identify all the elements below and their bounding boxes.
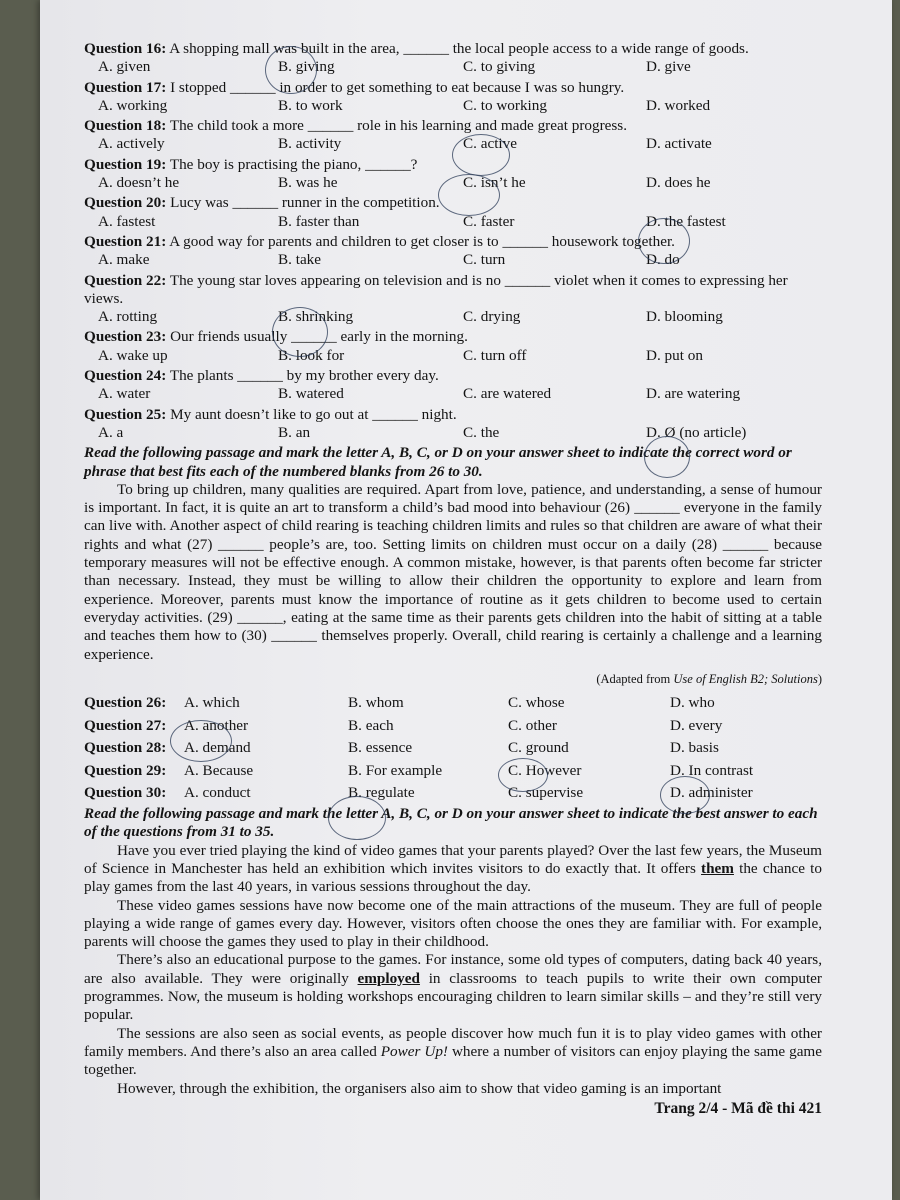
answer-option: B. essence: [348, 739, 413, 757]
answer-option: A. fastest: [98, 212, 156, 230]
answer-option: C. turn off: [463, 346, 527, 364]
answer-option: C. turn: [463, 251, 506, 269]
answer-option: B. faster than: [278, 212, 360, 230]
question-text: The boy is practising the piano, ______?: [169, 155, 418, 173]
answer-options: [84, 58, 822, 76]
answer-option: B. whom: [348, 694, 404, 712]
answer-option: B. regulate: [348, 784, 415, 802]
answer-option: C. ground: [508, 739, 569, 757]
exam-page: [40, 0, 892, 1200]
question-text: The young star loves appearing on television and is no ______ violet when it comes to expressing her views.: [84, 271, 788, 307]
answer-options: [84, 97, 822, 115]
instruction-31-35: Read the following passage and mark the letter A, B, C, or D on your answer sheet to indicate the best answer to each of the questions from 31 to 35.: [84, 805, 818, 841]
question-label: Question 19:: [84, 155, 167, 173]
answer-option: A. another: [184, 716, 249, 734]
answer-option: C. are watered: [463, 385, 552, 403]
passage-child-rearing: To bring up children, many qualities are required. Apart from love, patience, and understanding, a sense of humour is important. In fact, it is quite an art to transform a child’s bad mood into behaviour (26) ______ everyone in the family can live with. Another aspect of child rearing is teaching children limits and rules so that children are aware of what their rights and what (27) ______ people’s are, too. Setting limits on children must occur on a daily (28) ______ because temporary measures will not be effective enough. A common mistake, however, is that parents often become far stricter than necessary. Instead, they must be willing to allow their children the opportunity to explore and learn from experience. Moreover, parents must know the importance of routine as it gets children to become used to certain everyday activities. (29) ______, eating at the same time as their parents gets children into the habit of sitting at a table and teaches them how to (30) ______ themselves properly. Overall, child rearing is certainly a challenge and a learning experience.: [84, 480, 822, 663]
question-text: I stopped ______ in order to get something to eat because I was so hungry.: [170, 78, 625, 96]
passage-video-games-p4: The sessions are also seen as social events, as people discover how much fun it is to play video games with other family members. And there’s also an area called Power Up! where a number of visitors can enjoy playing the same game together.: [84, 1024, 822, 1079]
question-stem: [84, 40, 822, 58]
answer-option: D. does he: [646, 174, 711, 192]
keyword-employed: employed: [357, 969, 420, 987]
question-label: Question 30:: [84, 784, 167, 802]
answer-option: D. administer: [670, 784, 753, 802]
answer-option: C. isn’t he: [463, 174, 526, 192]
answer-option: D. the fastest: [646, 212, 726, 230]
question-label: Question 20:: [84, 194, 167, 212]
question-label: Question 27:: [84, 716, 167, 734]
answer-option: A. doesn’t he: [98, 174, 180, 192]
question-label: Question 28:: [84, 739, 167, 757]
answer-option: C. to working: [463, 96, 547, 114]
answer-options: [84, 213, 822, 231]
answer-option: A. make: [98, 251, 150, 269]
passage-video-games-p5: However, through the exhibition, the organisers also aim to show that video gaming is an important: [117, 1079, 722, 1097]
answer-option: D. every: [670, 716, 723, 734]
question-stem: [84, 79, 822, 97]
answer-option: B. watered: [278, 385, 344, 403]
answer-option: D. who: [670, 694, 715, 712]
question-label: Question 23:: [84, 328, 167, 346]
question-stem: [84, 367, 822, 385]
answer-option: D. basis: [670, 739, 719, 757]
question-text: The plants ______ by my brother every day.: [169, 367, 439, 385]
questions-26-30: [84, 692, 822, 805]
answer-option: D. are watering: [646, 385, 741, 403]
answer-option: D. activate: [646, 135, 712, 153]
passage-video-games-p3: There’s also an educational purpose to the games. For instance, some old types of computers, dating back 40 years, are also available. They were originally employed in classrooms to teach pupils to write their own computer programmes. Now, the museum is holding workshops encouraging children to learn similar skills – and they’re still very popular.: [84, 951, 822, 1024]
answer-option: A. working: [98, 96, 168, 114]
question-stem: [84, 406, 822, 424]
answer-option: A. rotting: [98, 308, 158, 326]
answer-option: B. giving: [278, 58, 335, 76]
question-label: Question 21:: [84, 232, 167, 250]
answer-option: B. look for: [278, 346, 345, 364]
answer-option: C. supervise: [508, 784, 584, 802]
answer-option: A. wake up: [98, 346, 168, 364]
answer-option: C. faster: [463, 212, 515, 230]
question-label: Question 17:: [84, 78, 167, 96]
answer-option: B. each: [348, 716, 394, 734]
question-text: The child took a more ______ role in his learning and made great progress.: [169, 117, 627, 135]
answer-option: C. to giving: [463, 58, 536, 76]
answer-option: B. was he: [278, 174, 338, 192]
answer-options: [84, 251, 822, 269]
question-label: Question 22:: [84, 271, 167, 289]
question-text: Our friends usually ______ early in the morning.: [170, 328, 468, 346]
answer-option: D. worked: [646, 96, 711, 114]
question-text: Lucy was ______ runner in the competition.: [170, 194, 440, 212]
keyword-them: them: [701, 859, 734, 877]
answer-options: [84, 135, 822, 153]
answer-option: A. Because: [184, 761, 254, 779]
question-text: My aunt doesn’t like to go out at ______ night.: [170, 405, 457, 423]
answer-option: A. demand: [184, 739, 251, 757]
page-footer: Trang 2/4 - Mã đề thi 421: [654, 1099, 822, 1117]
questions-16-25: [84, 40, 822, 442]
question-label: Question 18:: [84, 117, 167, 135]
question-text: A good way for parents and children to get closer is to ______ housework together.: [169, 232, 675, 250]
source-note: (Adapted from Use of English B2; Solutions): [596, 671, 822, 686]
answer-options: [84, 385, 822, 403]
answer-option: B. shrinking: [278, 308, 354, 326]
answer-option: D. In contrast: [670, 761, 754, 779]
page-content: [84, 40, 822, 1118]
question-stem: [84, 156, 822, 174]
question-stem: [84, 194, 822, 212]
question-stem: [84, 233, 822, 251]
answer-option: B. an: [278, 423, 311, 441]
answer-option: D. give: [646, 58, 691, 76]
answer-options: [84, 308, 822, 326]
answer-option: C. However: [508, 761, 582, 779]
answer-option: B. to work: [278, 96, 343, 114]
answer-option: A. conduct: [184, 784, 251, 802]
answer-options: [84, 174, 822, 192]
answer-option: B. activity: [278, 135, 342, 153]
question-text: A shopping mall was built in the area, ______ the local people access to a wide range of goods.: [169, 40, 749, 57]
answer-option: D. Ø (no article): [646, 423, 747, 441]
answer-option: D. blooming: [646, 308, 723, 326]
answer-option: C. active: [463, 135, 517, 153]
answer-option: A. given: [98, 58, 151, 76]
passage-video-games-p2: These video games sessions have now become one of the main attractions of the museum. They are full of people playing a wide range of games every day. However, visitors often choose the ones they are familiar with. For example, parents will choose the games they used to play in their childhood.: [84, 896, 822, 951]
question-label: Question 26:: [84, 694, 167, 712]
power-up-name: Power Up!: [380, 1042, 448, 1060]
answer-option: D. put on: [646, 346, 703, 364]
question-stem: [84, 328, 822, 346]
question-label: Question 16:: [84, 40, 167, 57]
answer-options: [84, 424, 822, 442]
question-label: Question 29:: [84, 761, 167, 779]
question-stem: [84, 272, 822, 309]
answer-option: C. drying: [463, 308, 521, 326]
answer-option: B. For example: [348, 761, 443, 779]
answer-option: B. take: [278, 251, 322, 269]
answer-option: C. other: [508, 716, 557, 734]
answer-option: C. the: [463, 423, 500, 441]
answer-option: C. whose: [508, 694, 565, 712]
answer-option: D. do: [646, 251, 680, 269]
question-stem: [84, 117, 822, 135]
answer-option: A. which: [184, 694, 240, 712]
answer-option: A. water: [98, 385, 151, 403]
passage-video-games-p1: Have you ever tried playing the kind of video games that your parents played? Over the last few years, the Museum of Science in Manchester has held an exhibition which invites visitors to do exactly that. It offers them the chance to play games from the last 40 years, in various sessions throughout the day.: [84, 841, 822, 896]
answer-option: A. actively: [98, 135, 165, 153]
answer-options: [84, 347, 822, 365]
question-label: Question 25:: [84, 405, 167, 423]
question-label: Question 24:: [84, 367, 167, 385]
answer-option: A. a: [98, 423, 124, 441]
instruction-26-30: Read the following passage and mark the letter A, B, C, or D on your answer sheet to indicate the correct word or phrase that best fits each of the numbered blanks from 26 to 30.: [84, 444, 792, 480]
